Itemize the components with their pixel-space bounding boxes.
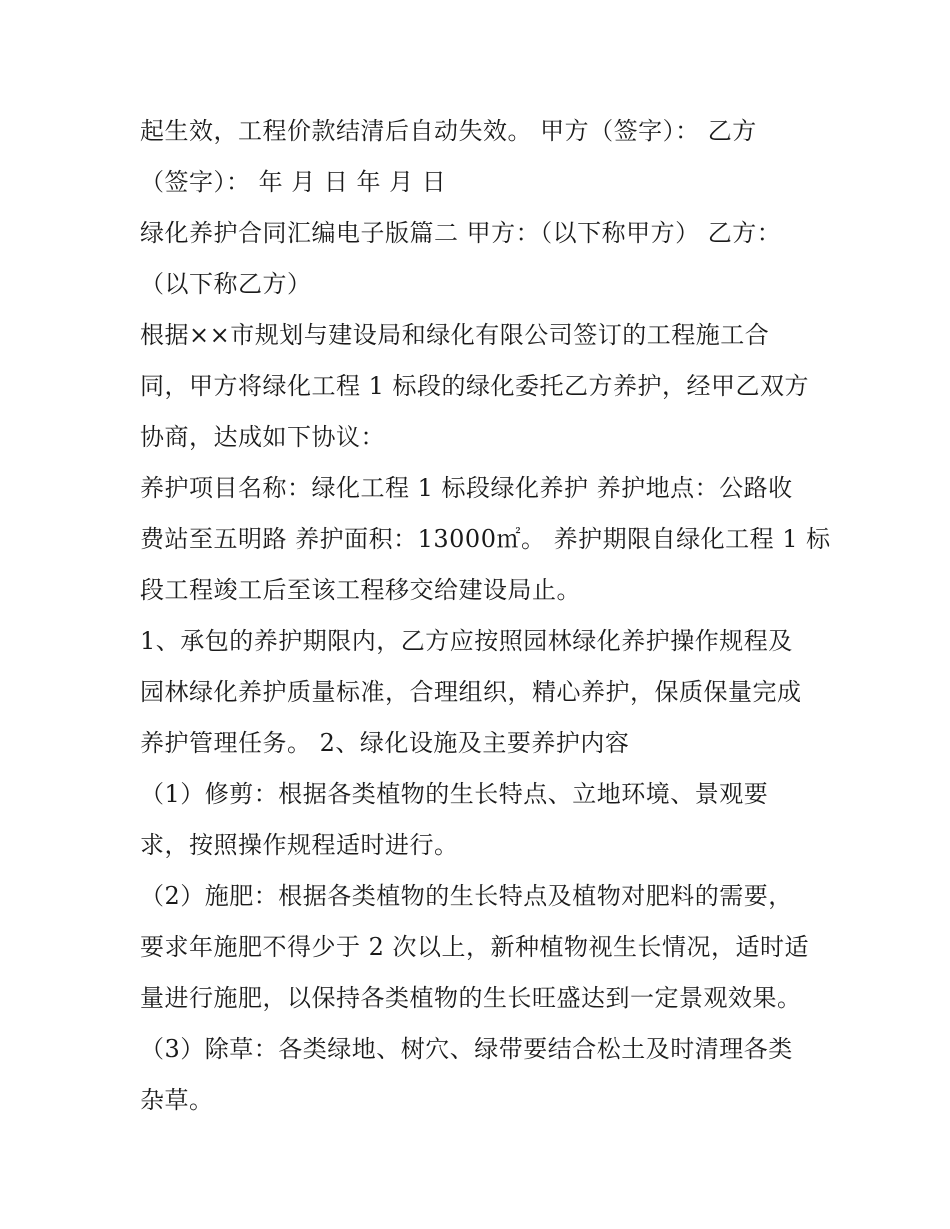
document-body	[140, 106, 831, 1126]
text-line: 养护管理任务。 2、绿化设施及主要养护内容	[140, 729, 630, 757]
text-line: （2）施肥：根据各类植物的生长特点及植物对肥料的需要，	[140, 882, 793, 910]
text-line: 绿化养护合同汇编电子版篇二 甲方：（以下称甲方） 乙方：	[140, 219, 782, 247]
text-line: 求，按照操作规程适时进行。	[140, 831, 459, 859]
text-line: 费站至五明路 养护面积：13000㎡。 养护期限自绿化工程 1 标	[140, 525, 831, 553]
text-line: 段工程竣工后至该工程移交给建设局止。	[140, 576, 581, 604]
text-line: 要求年施肥不得少于 2 次以上，新种植物视生长情况，适时适	[140, 933, 810, 961]
text-line: 协商，达成如下协议：	[140, 423, 385, 451]
text-line: 1、承包的养护期限内，乙方应按照园林绿化养护操作规程及	[140, 627, 793, 655]
text-line: 同，甲方将绿化工程 1 标段的绿化委托乙方养护，经甲乙双方	[140, 372, 810, 400]
text-line: 养护项目名称：绿化工程 1 标段绿化养护 养护地点：公路收	[140, 474, 793, 502]
text-line: （签字）： 年 月 日 年 月 日	[140, 168, 447, 196]
text-line: 起生效，工程价款结清后自动失效。 甲方（签字）： 乙方	[140, 117, 757, 145]
text-line: 园林绿化养护质量标准，合理组织，精心养护，保质保量完成	[140, 678, 802, 706]
text-line: 根据××市规划与建设局和绿化有限公司签订的工程施工合	[140, 321, 770, 349]
text-line: （以下称乙方）	[140, 270, 312, 298]
text-line: 量进行施肥，以保持各类植物的生长旺盛达到一定景观效果。	[140, 984, 802, 1012]
text-line: （3）除草：各类绿地、树穴、绿带要结合松土及时清理各类	[140, 1035, 793, 1063]
text-line: 杂草。	[140, 1086, 214, 1114]
text-line: （1）修剪：根据各类植物的生长特点、立地环境、景观要	[140, 780, 769, 808]
